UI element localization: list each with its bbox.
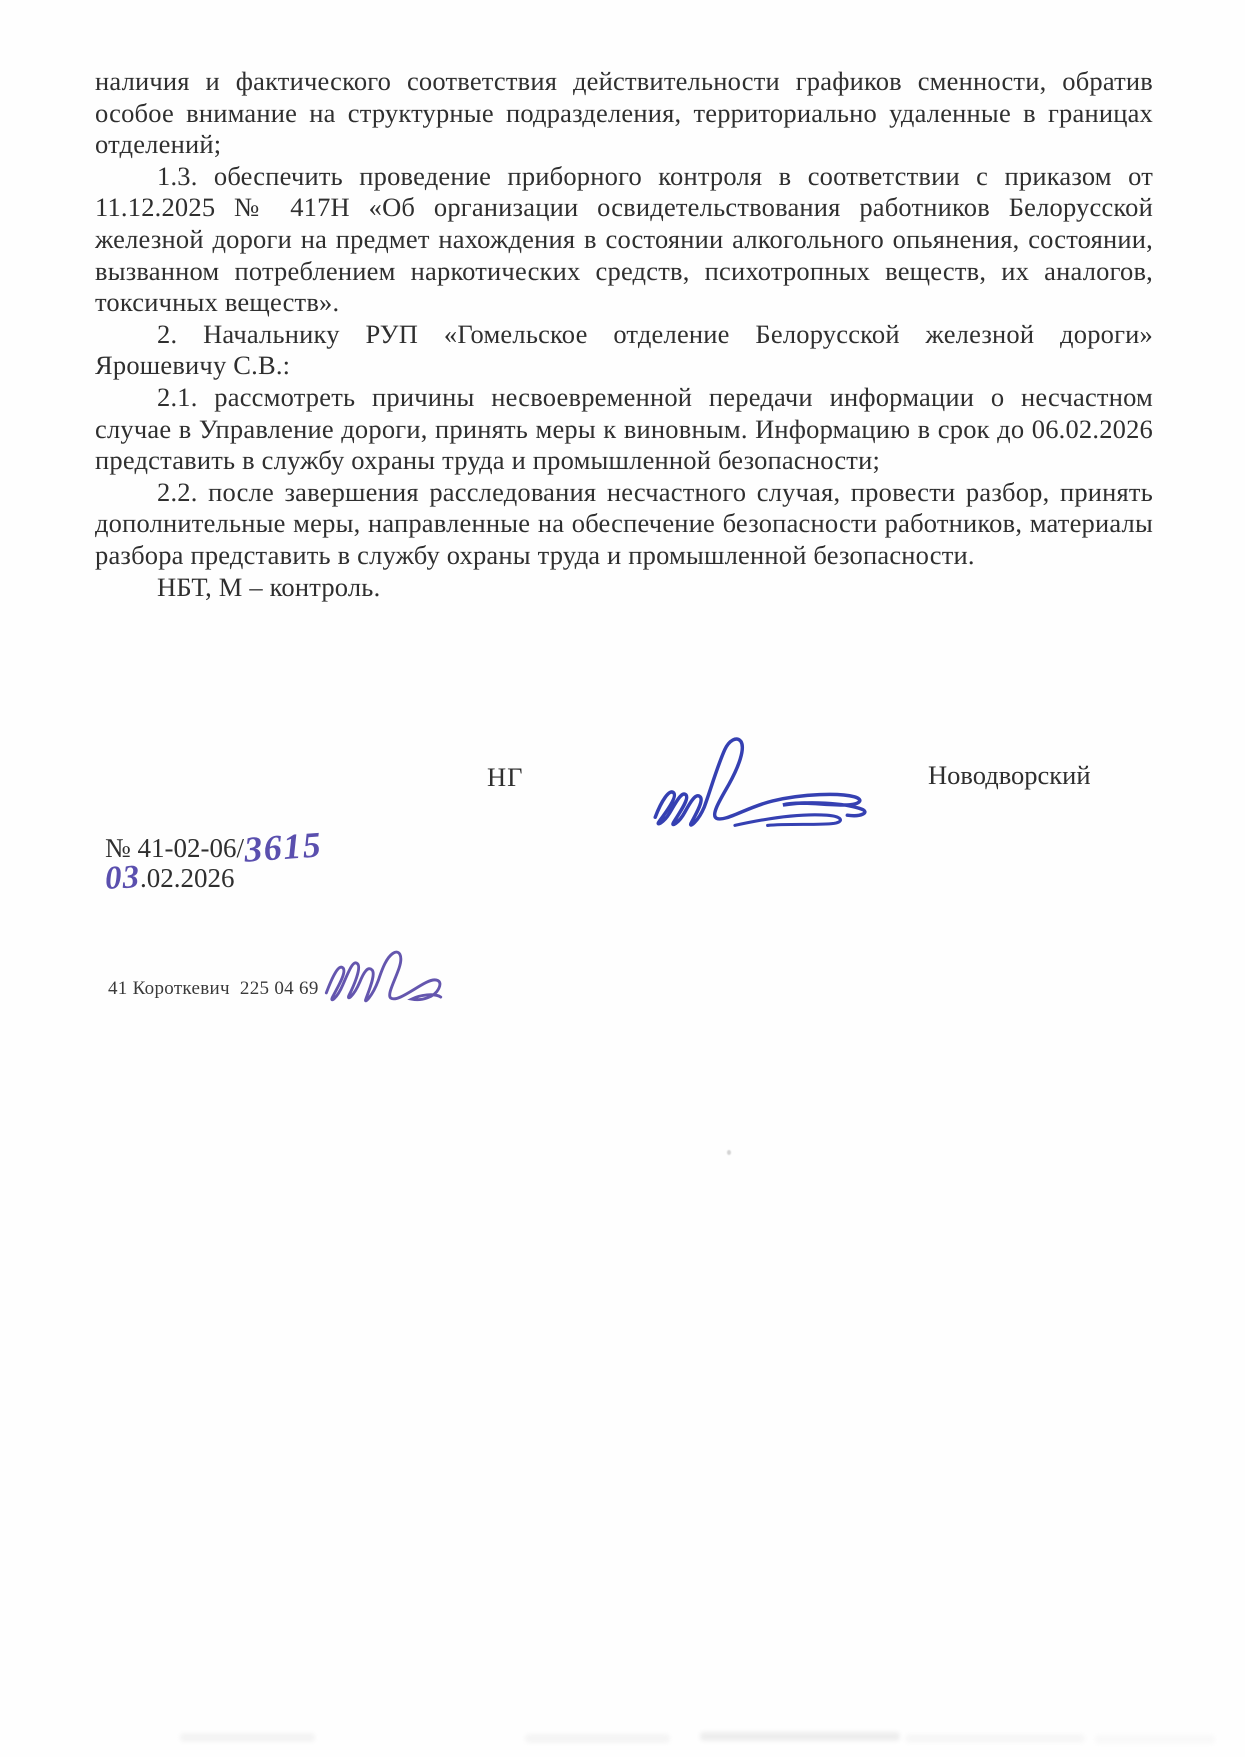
- paragraph-continuation: наличия и фактического соответствия действительности графиков сменности, обратив особое внимание на структурные подразделения, территориально удаленные в границах отделений;: [95, 66, 1153, 160]
- registration-date-day-handwritten: 03: [104, 859, 141, 897]
- bleed-through-mark: [525, 1734, 670, 1743]
- document-body: [95, 66, 1153, 603]
- bleed-through-mark: [1095, 1735, 1215, 1744]
- control-note: НБТ, М – контроль.: [157, 571, 381, 602]
- scan-speck: [727, 1150, 731, 1155]
- registration-number-handwritten: 3615: [242, 824, 324, 870]
- paragraph-item-2-1: 2.1. рассмотреть причины несвоевременной передачи информации о несчастном случае в Управление дороги, принять меры к виновным. Информацию в срок до 06.02.2026 представить в службу охраны труда и промышленной безопасности;: [95, 381, 1153, 476]
- registration-date-printed: .02.2026: [140, 863, 235, 893]
- paragraph-item-2: 2. Начальнику РУП «Гомельское отделение Белорусской железной дороги» Ярошевичу С.В.:: [95, 318, 1153, 381]
- signer-surname: Новодворский: [928, 760, 1091, 790]
- executor-contact-line: 41 Короткевич 225 04 69: [108, 978, 319, 999]
- signer-initials: НГ: [487, 762, 524, 792]
- paragraph-item-1-3: 1.3. обеспечить проведение приборного контроля в соответствии с приказом от 11.12.2025 № 417Н «Об организации освидетельствования работников Белорусской железной дороги на предмет нахождения в состоянии алкогольного опьянения, состоянии, вызванном потреблением наркотических средств, психотропных веществ, их аналогов, токсичных веществ».: [95, 160, 1153, 318]
- bleed-through-mark: [180, 1733, 315, 1742]
- registration-number-printed: № 41-02-06/: [105, 833, 244, 863]
- registration-date-line: [104, 859, 322, 897]
- paragraph-item-2-2: 2.2. после завершения расследования несчастного случая, провести разбор, принять дополнительные меры, направленные на обеспечение безопасности работников, материалы разбора представить в службу охраны труда и промышленной безопасности.: [95, 476, 1153, 570]
- bleed-through-mark: [905, 1734, 1085, 1743]
- handwritten-signature-executor: [318, 928, 448, 1012]
- handwritten-signature-main: [645, 733, 880, 831]
- registration-block: [104, 824, 324, 897]
- bleed-through-mark: [700, 1732, 900, 1741]
